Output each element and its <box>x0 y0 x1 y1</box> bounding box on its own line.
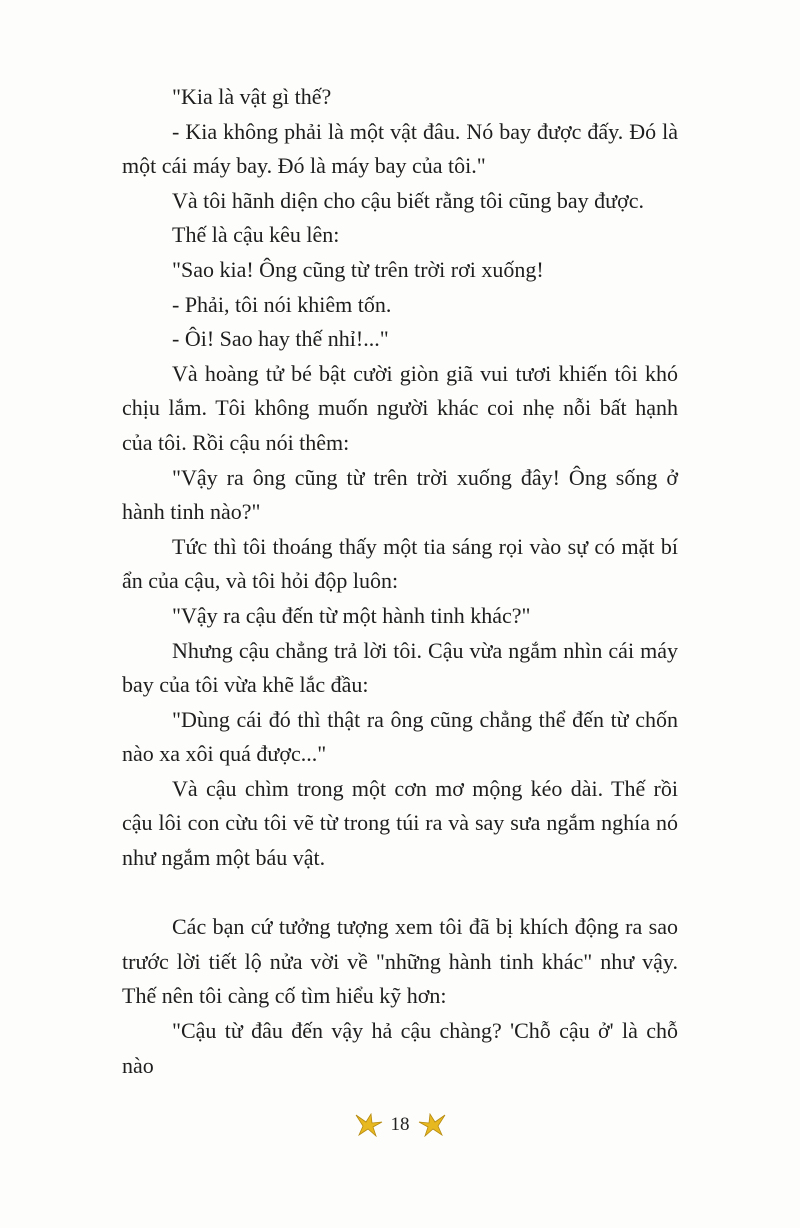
paragraph: "Sao kia! Ông cũng từ trên trời rơi xuống! <box>172 256 544 282</box>
paragraph: "Dùng cái đó thì thật ra ông cũng chẳng thể đến từ chốn nào xa xôi quá được..." <box>122 706 678 767</box>
body-text <box>122 80 678 1083</box>
paragraph: - Phải, tôi nói khiêm tốn. <box>172 291 392 317</box>
page-number: 18 <box>390 1114 410 1135</box>
paragraph: "Vậy ra cậu đến từ một hành tinh khác?" <box>172 602 531 628</box>
paragraph: "Cậu từ đâu đến vậy hả cậu chàng? 'Chỗ cậu ở' là chỗ nào <box>122 1018 678 1078</box>
paragraph: Nhưng cậu chẳng trả lời tôi. Cậu vừa ngắm nhìn cái máy bay của tôi vừa khẽ lắc đầu: <box>122 637 678 698</box>
star-icon <box>355 1113 383 1137</box>
paragraph: Và cậu chìm trong một cơn mơ mộng kéo dài. Thế rồi cậu lôi con cừu tôi vẽ từ trong túi ra và say sưa ngắm nghía nó như ngắm một báu vật. <box>122 775 678 871</box>
paragraph: Tức thì tôi thoáng thấy một tia sáng rọi vào sự có mặt bí ẩn của cậu, và tôi hỏi độp luôn: <box>122 533 678 594</box>
paragraph: - Kia không phải là một vật đâu. Nó bay được đấy. Đó là một cái máy bay. Đó là máy bay của tôi." <box>122 118 678 179</box>
page-footer <box>0 1113 800 1137</box>
star-icon <box>418 1113 446 1137</box>
section-break <box>122 876 678 911</box>
paragraph: "Vậy ra ông cũng từ trên trời xuống đây! Ông sống ở hành tinh nào?" <box>122 464 678 525</box>
paragraph: "Kia là vật gì thế? <box>172 84 332 109</box>
paragraph: Và hoàng tử bé bật cười giòn giã vui tươi khiến tôi khó chịu lắm. Tôi không muốn người khác coi nhẹ nỗi bất hạnh của tôi. Rồi cậu nói thêm: <box>122 360 678 455</box>
paragraph: Và tôi hãnh diện cho cậu biết rằng tôi cũng bay được. <box>172 187 644 213</box>
paragraph: Các bạn cứ tưởng tượng xem tôi đã bị khích động ra sao trước lời tiết lộ nửa vời về "những hành tinh khác" như vậy. Thế nên tôi càng cố tìm hiểu kỹ hơn: <box>122 914 678 1009</box>
paragraph: - Ôi! Sao hay thế nhỉ!..." <box>172 326 389 352</box>
paragraph: Thế là cậu kêu lên: <box>172 222 340 248</box>
